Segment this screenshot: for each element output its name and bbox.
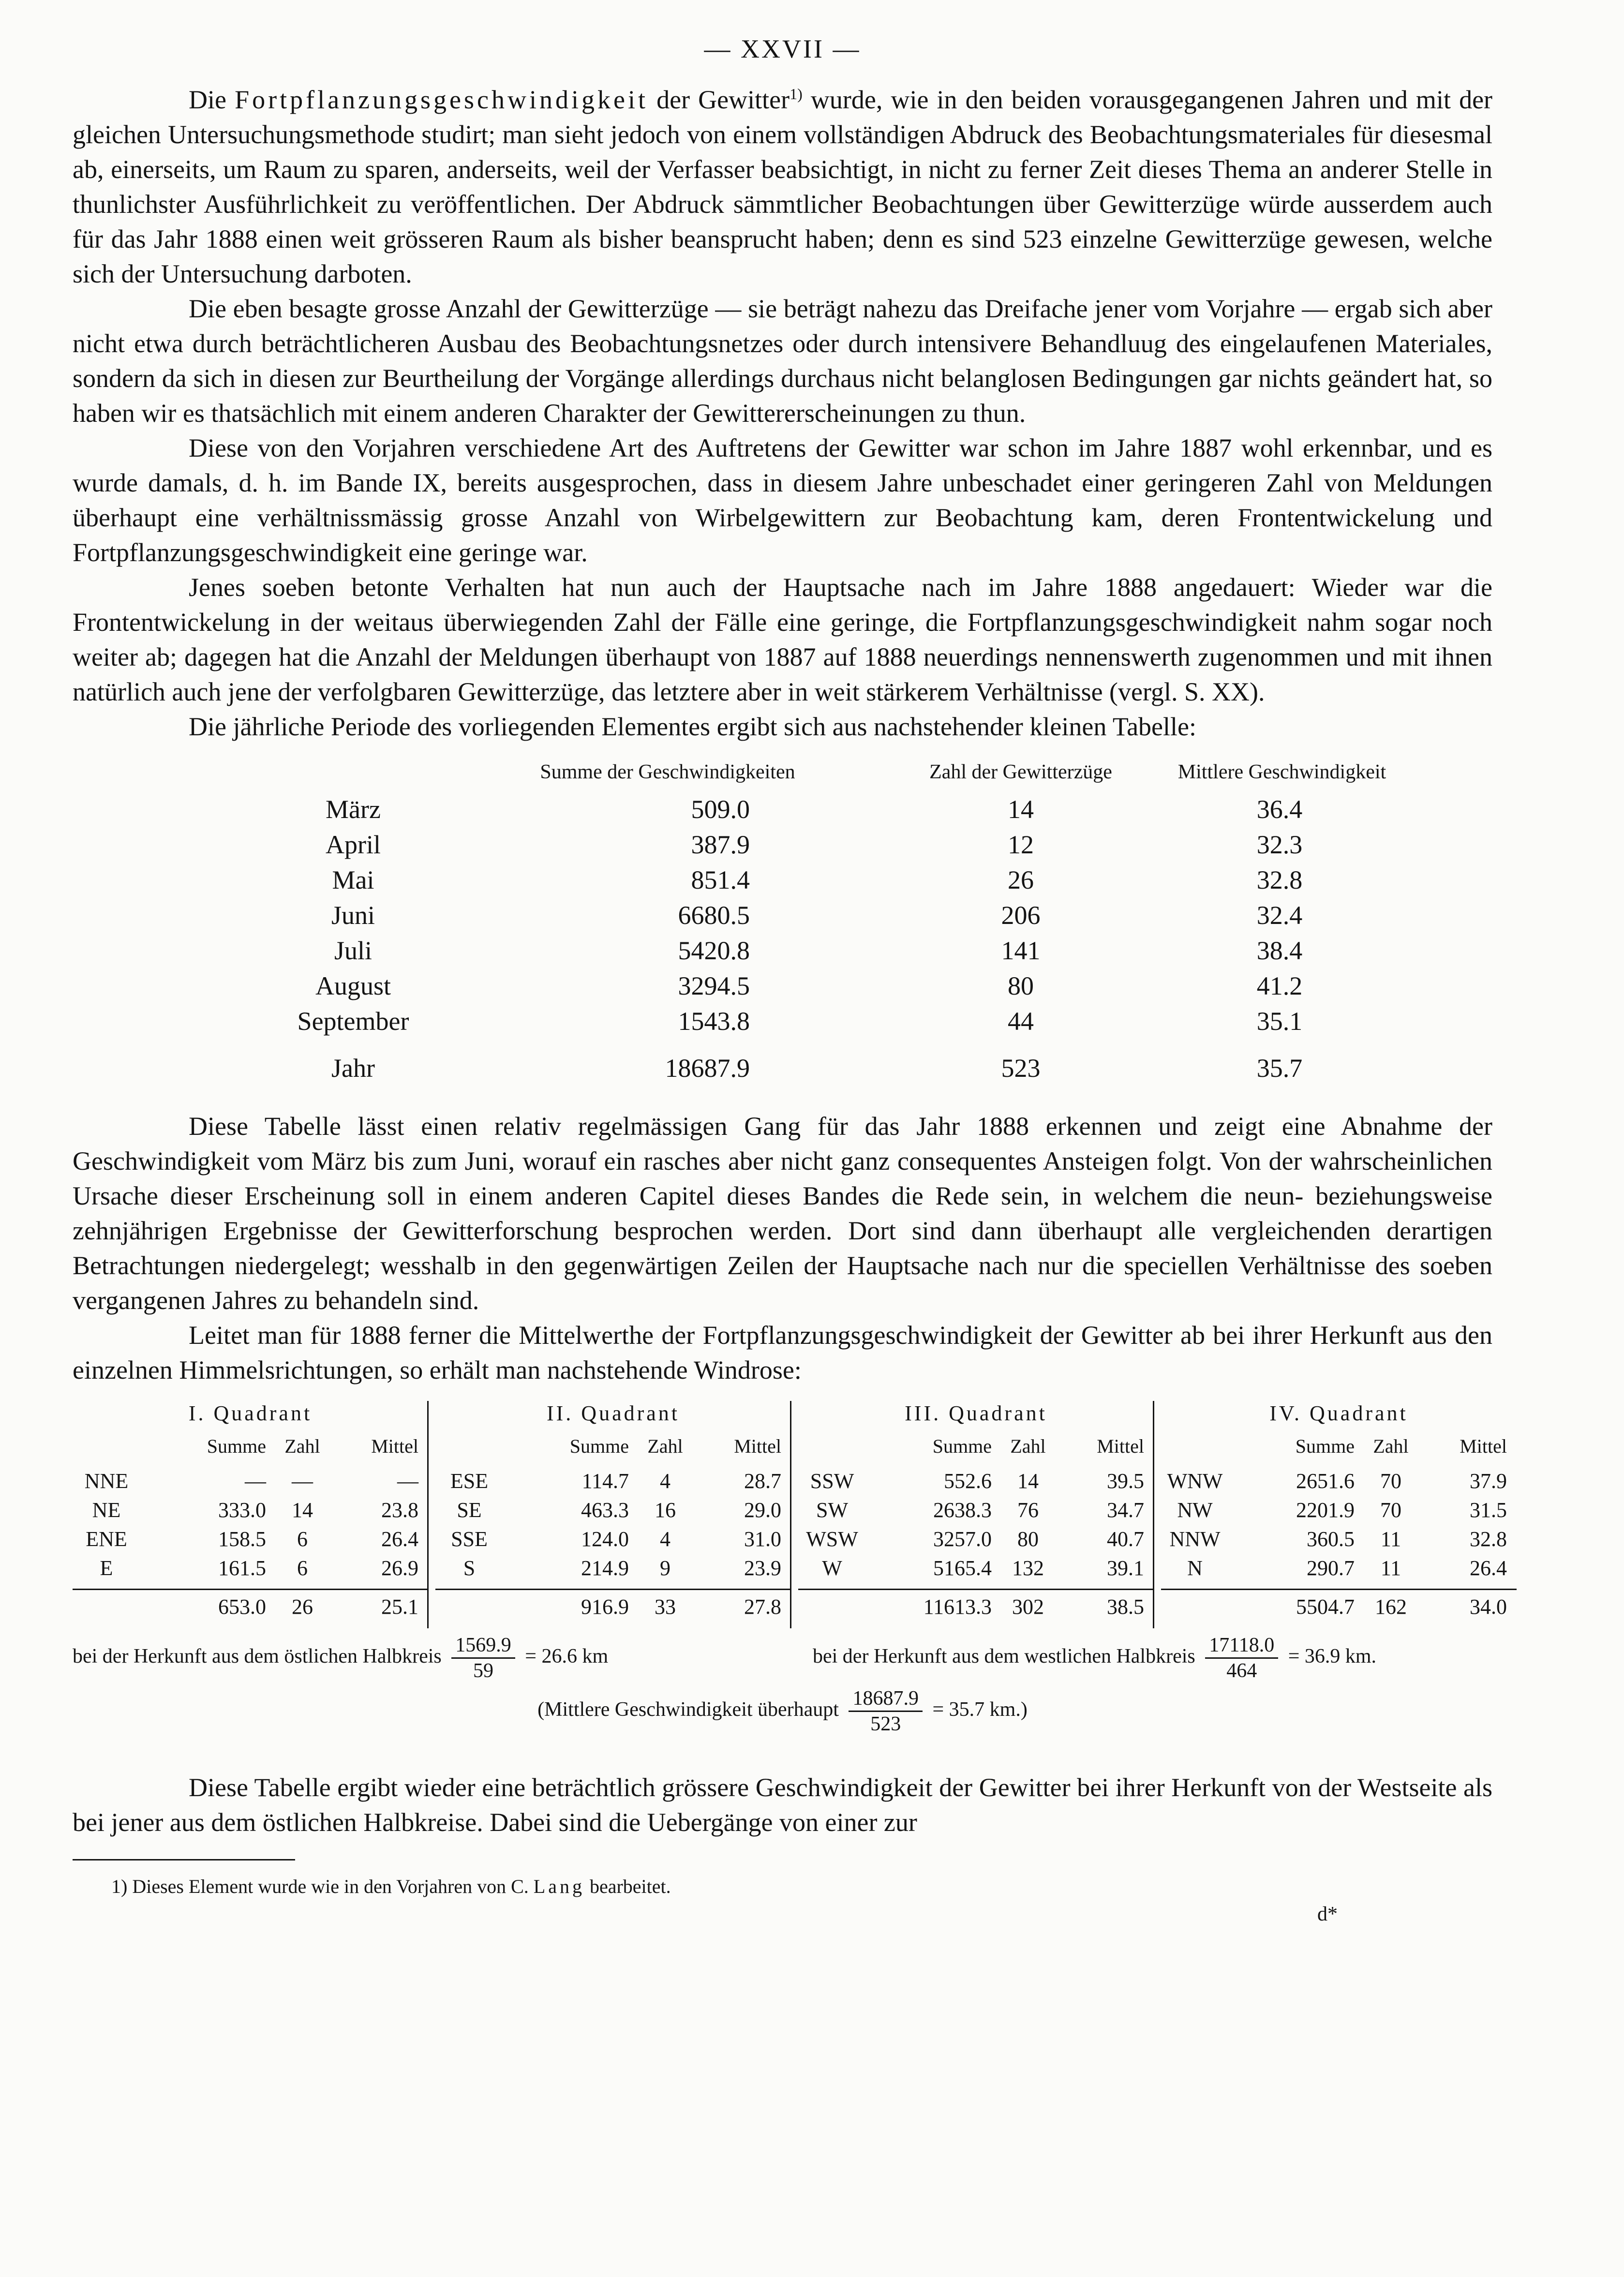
quadrant-total-row [435,1594,791,1623]
sum-cell: 2651.6 [1296,1469,1355,1493]
west-fraction [1205,1633,1278,1683]
column-header: Mittel [734,1435,781,1457]
count-cell: 16 [655,1498,676,1522]
month-cell: März [326,795,381,824]
quadrant-total-row [1161,1594,1517,1623]
table-row [798,1498,1154,1527]
quadrant-title: III. Quadrant [905,1401,1047,1425]
total-count-cell: 33 [655,1595,676,1619]
quadrant-1 [73,1401,428,1628]
paragraph-1 [73,82,1492,291]
signature-mark: d* [1317,1903,1338,1925]
quadrant-4 [1161,1401,1517,1628]
east-fraction [451,1633,515,1683]
table-row [798,1556,1154,1585]
mean-cell: 23.9 [744,1556,781,1580]
direction-cell: NE [92,1498,121,1522]
total-count-cell: 162 [1375,1595,1407,1619]
direction-cell: N [1187,1556,1203,1580]
column-header: Summe [932,1435,992,1457]
mean-cell: 40.7 [1107,1527,1144,1551]
overall-mean [73,1686,1492,1736]
count-cell: 9 [660,1556,670,1580]
month-cell: September [297,1007,409,1036]
east-halfcircle-mean [73,1633,608,1683]
mean-cell: 26.9 [381,1556,418,1580]
quadrant-total-row [73,1594,428,1623]
mean-cell: 38.4 [1256,936,1303,965]
footnote-mark: 1) [111,1875,128,1897]
mean-cell: 29.0 [744,1498,781,1522]
mean-cell: 32.8 [1256,865,1303,894]
header-sum: Summe der Geschwindigkeiten [540,761,795,783]
count-cell: 26 [1008,865,1034,894]
total-rule [73,1589,428,1590]
sum-cell: 290.7 [1307,1556,1355,1580]
table-row [73,1498,428,1527]
sum-cell: 2201.9 [1296,1498,1355,1522]
count-cell: 11 [1380,1527,1401,1551]
month-cell: April [326,830,381,859]
table-row [1161,1498,1517,1527]
count-cell: 14 [292,1498,313,1522]
total-sum-cell: 653.0 [218,1595,266,1619]
mean-cell: 32.4 [1256,901,1303,930]
paragraph-6: Diese Tabelle lässt einen relativ regelmässigen Gang für das Jahr 1888 erkennen und zeigt eine Abnahme der Geschwindigkeit vom März bis zum Juni, worauf ein rasches aber nicht ganz consequentes Ansteigen folgt. Von der wahrscheinlichen Ursache dieser Erscheinung soll in einem anderen Capitel dieses Bandes die Rede sein, in welchem die neun- beziehungsweise zehnjährigen Ergebnisse der Gewitterforschung besprochen werden. Dort sind dann überhaupt alle vergleichenden derartigen Betrachtungen niedergelegt; wesshalb in den gegenwärtigen Zeilen der Hauptsache nach nur die speciellen Verhältnisse des soeben vergangenen Jahres zu behandeln sind. [73,1112,1492,1315]
footnote-rule [73,1859,295,1860]
direction-cell: W [822,1556,842,1580]
count-cell: 70 [1380,1498,1401,1522]
direction-cell: WNW [1167,1469,1223,1493]
column-header: Summe [1295,1435,1355,1457]
sum-cell: 463.3 [581,1498,629,1522]
west-label: bei der Herkunft aus dem westlichen Halbkreis [813,1645,1195,1668]
column-header: Mittel [1097,1435,1144,1457]
count-cell: 14 [1017,1469,1039,1493]
west-result: = 36.9 km. [1288,1645,1377,1668]
direction-cell: ENE [86,1527,127,1551]
count-cell: — [292,1469,313,1493]
mean-cell: 31.5 [1470,1498,1507,1522]
total-sum-cell: 5504.7 [1296,1595,1355,1619]
column-header: Mittel [1460,1435,1507,1457]
sum-cell: 1543.8 [678,1007,750,1036]
sum-cell: — [245,1469,266,1493]
paragraph-5: Die jährliche Periode des vorliegenden Elementes ergibt sich aus nachstehender kleinen Tabelle: [189,712,1196,741]
footnote-name: Lang [533,1875,585,1897]
sum-cell: 5165.4 [933,1556,992,1580]
quadrant-title: I. Quadrant [188,1401,313,1425]
page-number: — XXVII — [704,34,861,63]
mean-cell: 41.2 [1256,971,1303,1000]
total-count-cell: 26 [292,1595,313,1619]
month-cell: August [315,971,391,1000]
mean-cell: 32.8 [1470,1527,1507,1551]
direction-cell: NNE [84,1469,129,1493]
count-cell: 11 [1380,1556,1401,1580]
mean-cell: 35.1 [1256,1007,1303,1036]
total-rule [1161,1589,1517,1590]
quadrant-2 [435,1401,791,1628]
month-cell: Juli [334,936,372,965]
table-row [435,1498,791,1527]
month-cell: Juni [331,901,375,930]
paragraph-2: Die eben besagte grosse Anzahl der Gewitterzüge — sie beträgt nahezu das Dreifache jener vom Vorjahre — ergab sich aber nicht etwa durch beträchtlicheren Ausbau des Beobachtungsnetzes oder durch intensivere Behandluug des eingelaufenen Materiales, sondern da sich in diesen zur Beurtheilung der Vorgänge allerdings durchaus nicht belanglosen Bedingungen gar nichts geändert hat, so haben wir es thatsächlich mit einem anderen Charakter der Gewittererscheinungen zu thun. [73,294,1492,428]
mean-cell: 26.4 [1470,1556,1507,1580]
paragraph-7: Leitet man für 1888 ferner die Mittelwerthe der Fortpflanzungsgeschwindigkeit der Gewitter ab bei ihrer Herkunft aus den einzelnen Himmelsrichtungen, so erhält man nachstehende Windrose: [73,1321,1492,1384]
count-cell: 80 [1008,971,1034,1000]
mean-cell: 32.3 [1256,830,1303,859]
table-row [435,1469,791,1498]
footnote-ref[interactable]: 1) [790,85,803,103]
table-row [435,1527,791,1556]
west-numerator: 17118.0 [1205,1633,1278,1659]
total-mean-cell: 34.0 [1470,1595,1507,1619]
sum-cell: 114.7 [581,1469,629,1493]
count-cell: 12 [1008,830,1034,859]
windrose-table [73,1401,1507,1682]
mean-cell: 39.5 [1107,1469,1144,1493]
quadrant-3 [798,1401,1154,1628]
month-cell: Mai [332,865,374,894]
total-rule [435,1589,791,1590]
total-mean-cell: 27.8 [744,1595,781,1619]
mean-cell: 36.4 [1256,795,1303,824]
para1-lead: Die [189,85,226,114]
west-halfcircle-mean [813,1633,1376,1683]
direction-cell: NNW [1169,1527,1221,1551]
sum-cell: 387.9 [691,830,750,859]
footnote-end: bearbeitet. [589,1875,671,1897]
direction-cell: E [100,1556,113,1580]
footnote-text: Dieses Element wurde wie in den Vorjahren von C. [132,1875,529,1897]
mean-cell: — [397,1469,418,1493]
sum-cell: 3257.0 [933,1527,992,1551]
column-header: Zahl [1373,1435,1409,1457]
overall-result: = 35.7 km.) [932,1698,1028,1721]
column-header: Zahl [284,1435,320,1457]
column-header: Zahl [647,1435,683,1457]
sum-cell: 6680.5 [678,901,750,930]
sum-cell: 851.4 [691,865,750,894]
sum-cell: 3294.5 [678,971,750,1000]
count-cell: 132 [1012,1556,1044,1580]
column-header: Mittel [371,1435,418,1457]
count-cell: 206 [1001,901,1041,930]
direction-cell: SSW [810,1469,854,1493]
overall-denominator: 523 [870,1713,901,1735]
east-label: bei der Herkunft aus dem östlichen Halbkreis [73,1645,442,1668]
table-row [73,1556,428,1585]
table-row [798,1469,1154,1498]
total-count-cell: 302 [1012,1595,1044,1619]
table-row [1161,1527,1517,1556]
mean-cell: 34.7 [1107,1498,1144,1522]
count-cell: 80 [1017,1527,1039,1551]
quadrant-total-row [798,1594,1154,1623]
mean-cell: 31.0 [744,1527,781,1551]
mean-cell: 23.8 [381,1498,418,1522]
sum-cell: 333.0 [218,1498,266,1522]
direction-cell: ESE [450,1469,489,1493]
paragraph-3: Diese von den Vorjahren verschiedene Art des Auftretens der Gewitter war schon im Jahre 1887 wohl erkennbar, und es wurde damals, d. h. im Bande IX, bereits ausgesprochen, dass in diesem Jahre unbeschadet einer geringeren Zahl von Meldungen überhaupt eine verhältnissmässig grosse Anzahl von Wirbelgewittern zur Beobachtung kam, deren Frontentwickelung und Fortpflanzungsgeschwindigkeit eine geringe war. [73,433,1492,567]
monthly-table [73,751,1492,1109]
total-rule [798,1589,1154,1590]
count-cell: 4 [660,1527,670,1551]
total-count-cell: 523 [1001,1054,1041,1083]
table-row [1161,1469,1517,1498]
west-denominator: 464 [1226,1660,1257,1682]
total-mean-cell: 35.7 [1256,1054,1303,1083]
count-cell: 6 [297,1556,308,1580]
count-cell: 14 [1008,795,1034,824]
count-cell: 4 [660,1469,670,1493]
para1-rest: wurde, wie in den beiden vorausgegangenen Jahren und mit der gleichen Untersuchungsmethode studirt; man sieht jedoch von einem vollständigen Abdruck des Beobachtungsmateriales für diesesmal ab, einerseits, um Raum zu sparen, anderseits, weil der Verfasser beabsichtigt, in nicht zu ferner Zeit dieses Thema an anderer Stelle in thunlichster Ausführlichkeit zu veröffentlichen. Der Abdruck sämmtlicher Beobachtungen über Gewitterzüge würde ausserdem auch für das Jahr 1888 einen weit grösseren Raum als bisher beansprucht haben; denn es sind 523 einzelne Gewitterzüge gewesen, welche sich der Untersuchung darboten. [73,85,1493,288]
sum-cell: 124.0 [581,1527,629,1551]
overall-numerator: 18687.9 [849,1686,923,1712]
count-cell: 6 [297,1527,308,1551]
total-sum-cell: 18687.9 [665,1054,750,1083]
table-row [73,1469,428,1498]
sum-cell: 552.6 [944,1469,992,1493]
sum-cell: 158.5 [218,1527,266,1551]
direction-cell: WSW [806,1527,858,1551]
total-sum-cell: 11613.3 [923,1595,992,1619]
count-cell: 76 [1017,1498,1039,1522]
total-month-cell: Jahr [331,1054,375,1083]
paragraph-8: Diese Tabelle ergibt wieder eine beträchtlich grössere Geschwindigkeit der Gewitter bei ihrer Herkunft von der Westseite als bei jener aus dem östlichen Halbkreise. Dabei sind die Uebergänge von einer zur [73,1773,1492,1837]
count-cell: 141 [1001,936,1041,965]
header-count: Zahl der Gewitterzüge [929,761,1112,783]
east-result: = 26.6 km [525,1645,609,1668]
overall-fraction [849,1686,923,1736]
direction-cell: SE [457,1498,482,1522]
sum-cell: 214.9 [581,1556,629,1580]
sum-cell: 5420.8 [678,936,750,965]
column-header: Summe [569,1435,629,1457]
paragraph-4: Jenes soeben betonte Verhalten hat nun auch der Hauptsache nach im Jahre 1888 angedauert: Wieder war die Frontentwickelung in der weitaus überwiegenden Zahl der Fälle eine geringe, die Fortpflanzungsgeschwindigkeit nahm sogar noch weiter ab; dagegen hat die Anzahl der Meldungen überhaupt von 1887 auf 1888 neuerdings nennenswerth zugenommen und mit ihnen natürlich auch jene der verfolgbaren Gewitterzüge, das letztere aber in weit stärkerem Verhältnisse (vergl. S. XX). [73,573,1492,706]
direction-cell: SW [816,1498,848,1522]
mean-cell: 37.9 [1470,1469,1507,1493]
quadrant-title: II. Quadrant [546,1401,680,1425]
column-header: Summe [207,1435,266,1457]
footnote [111,1875,1492,1898]
mean-cell: 26.4 [381,1527,418,1551]
overall-label: (Mittlere Geschwindigkeit überhaupt [537,1698,839,1721]
total-mean-cell: 25.1 [381,1595,418,1619]
table-row [1161,1556,1517,1585]
sum-cell: 161.5 [218,1556,266,1580]
total-sum-cell: 916.9 [581,1595,629,1619]
east-numerator: 1569.9 [451,1633,515,1659]
header-mean: Mittlere Geschwindigkeit [1177,761,1386,783]
east-denominator: 59 [473,1660,494,1682]
para1-term: Fortpflanzungsgeschwindigkeit [235,85,648,114]
table-row [798,1527,1154,1556]
direction-cell: NW [1177,1498,1213,1522]
column-header: Zahl [1010,1435,1046,1457]
mean-cell: 28.7 [744,1469,781,1493]
sum-cell: 509.0 [691,795,750,824]
table-row [435,1556,791,1585]
mean-cell: 39.1 [1107,1556,1144,1580]
direction-cell: S [463,1556,476,1580]
sum-cell: 2638.3 [933,1498,992,1522]
count-cell: 44 [1008,1007,1034,1036]
sum-cell: 360.5 [1307,1527,1355,1551]
table-row [73,1527,428,1556]
direction-cell: SSE [451,1527,488,1551]
para1-after-term: der Gewitter [656,85,790,114]
page [73,34,1507,1925]
count-cell: 70 [1380,1469,1401,1493]
quadrant-title: IV. Quadrant [1269,1401,1408,1425]
total-mean-cell: 38.5 [1107,1595,1144,1619]
